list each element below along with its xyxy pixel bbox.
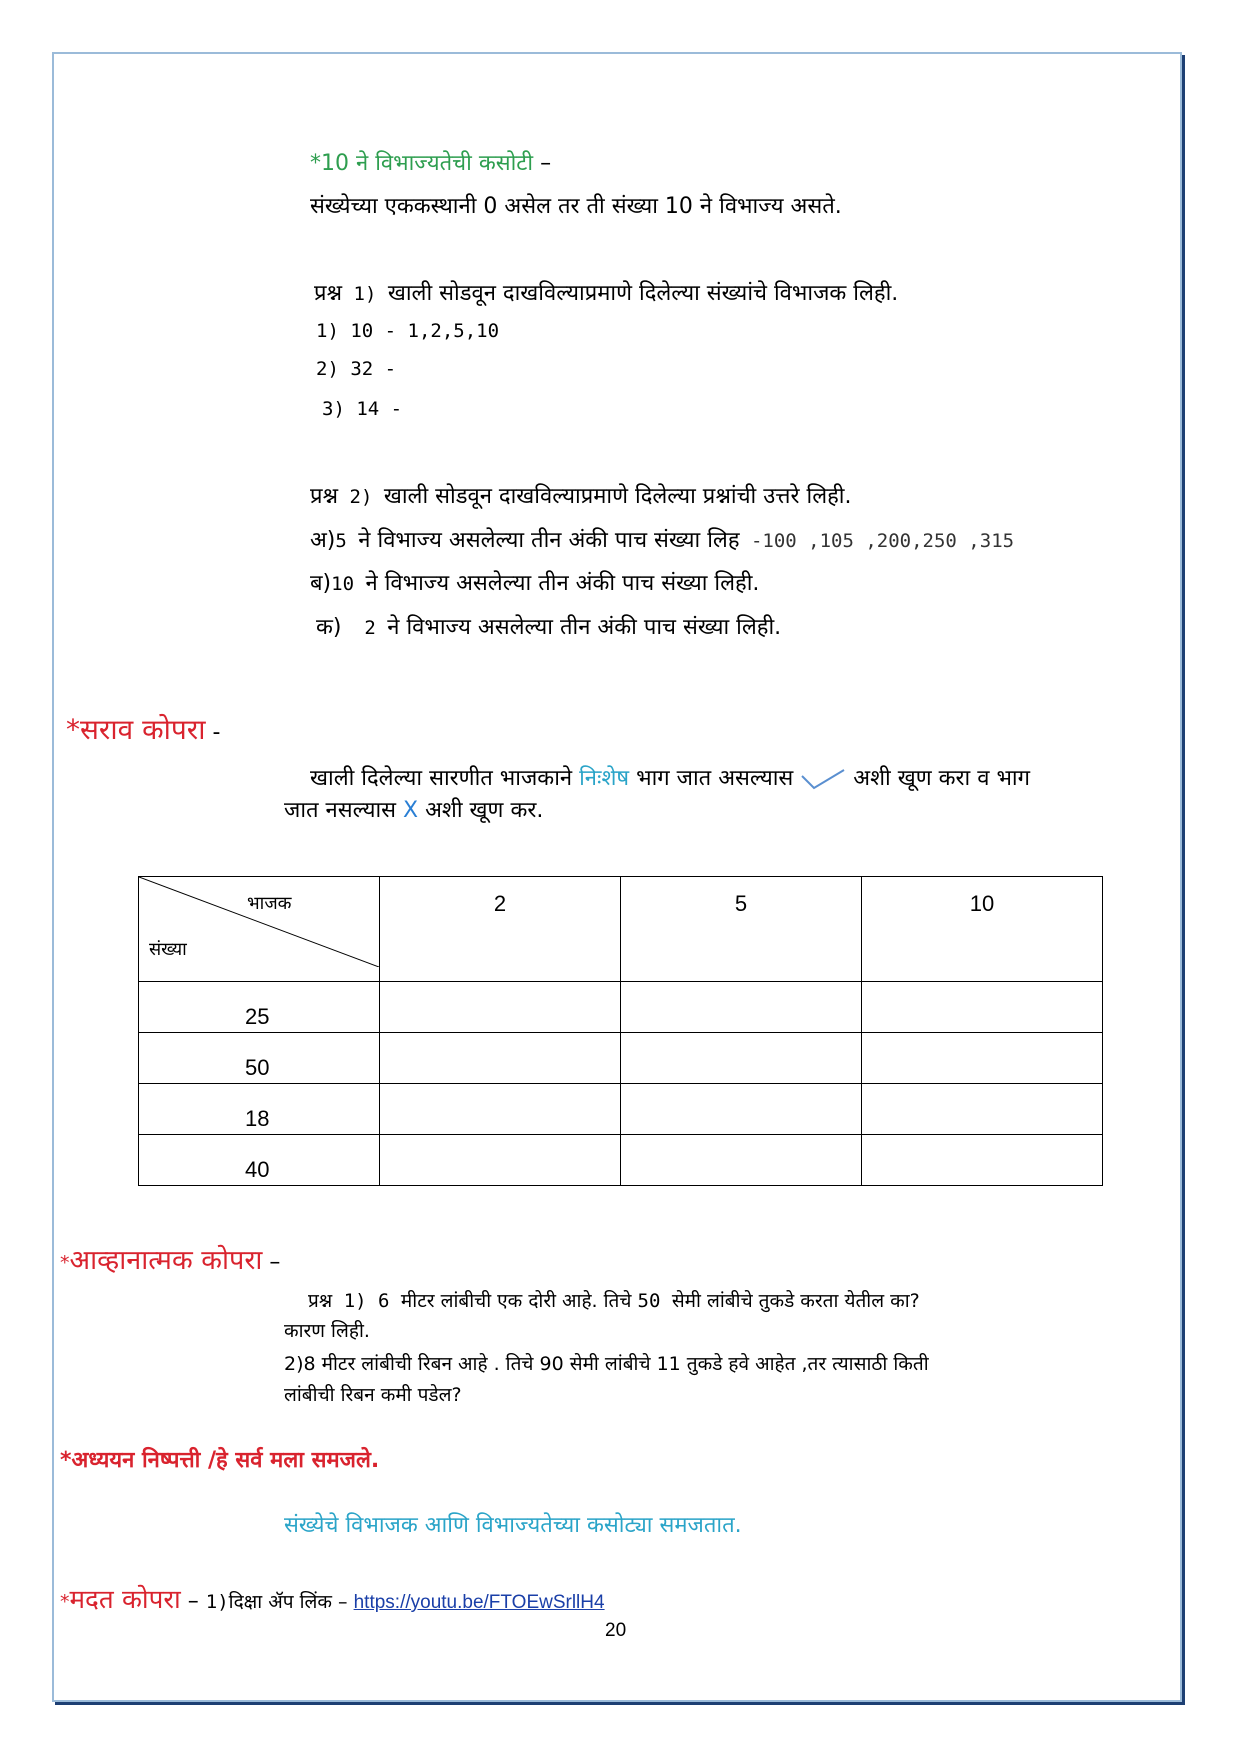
number-cell: 25 xyxy=(139,982,380,1033)
answer-cell[interactable] xyxy=(621,982,862,1033)
question-1-item: 2) 32 - xyxy=(316,358,397,380)
answer-cell[interactable] xyxy=(380,982,621,1033)
answer-cell[interactable] xyxy=(862,1135,1103,1186)
learning-outcome-text: संख्येचे विभाजक आणि विभाज्यतेच्या कसोट्या समजतात. xyxy=(284,1513,742,1538)
divisor-header: 2 xyxy=(380,877,621,982)
answer-cell[interactable] xyxy=(621,1033,862,1084)
answer-cell[interactable] xyxy=(380,1033,621,1084)
table-row xyxy=(139,1135,1103,1186)
answer-cell[interactable] xyxy=(621,1084,862,1135)
youtube-link[interactable]: https://youtu.be/FTOEwSrllH4 xyxy=(353,1592,605,1613)
answer-cell[interactable] xyxy=(862,1084,1103,1135)
practice-instruction-line2: जात नसल्यास X अशी खूण कर. xyxy=(284,798,544,823)
challenge-question-2: 2)8 मीटर लांबीची रिबन आहे . तिचे 90 सेमी लांबीचे 11 तुकडे हवे आहेत ,तर त्यासाठी किती xyxy=(284,1353,929,1375)
learning-outcome-heading: *अध्ययन निष्पत्ती /हे सर्व मला समजले. xyxy=(60,1448,380,1473)
question-1-item: 3) 14 - xyxy=(322,398,403,420)
answer-cell[interactable] xyxy=(380,1084,621,1135)
checkmark-icon xyxy=(800,768,846,790)
divisibility-10-heading: *10 ने विभाज्यतेची कसोटी – xyxy=(310,151,552,176)
answer-cell[interactable] xyxy=(862,982,1103,1033)
table-corner-cell xyxy=(139,877,380,982)
table-row xyxy=(139,1084,1103,1135)
number-cell: 40 xyxy=(139,1135,380,1186)
divisor-label: भाजक xyxy=(247,893,292,914)
number-cell: 18 xyxy=(139,1084,380,1135)
question-2-b: ब)10 ने विभाज्य असलेल्या तीन अंकी पाच संख्या लिही. xyxy=(310,571,760,596)
question-2: प्रश्न 2) खाली सोडवून दाखविल्याप्रमाणे दिलेल्या प्रश्नांची उत्तरे लिही. xyxy=(310,484,852,509)
challenge-question-1-line2: कारण लिही. xyxy=(284,1320,370,1342)
divisibility-table xyxy=(138,876,1103,1186)
practice-instruction-line1: खाली दिलेल्या सारणीत भाजकाने निःशेष भाग जात असल्यास अशी खूण करा व भाग xyxy=(310,766,1030,791)
number-label: संख्या xyxy=(149,939,187,960)
challenge-corner-heading: *आव्हानात्मक कोपरा – xyxy=(60,1245,281,1276)
practice-corner-heading: *सराव कोपरा - xyxy=(66,713,221,746)
challenge-question-2-line2: लांबीची रिबन कमी पडेल? xyxy=(284,1384,462,1406)
divisor-header: 5 xyxy=(621,877,862,982)
divisor-header: 10 xyxy=(862,877,1103,982)
question-2-c: क) 2 ने विभाज्य असलेल्या तीन अंकी पाच संख्या लिही. xyxy=(316,615,782,640)
question-2-a: अ)5 ने विभाज्य असलेल्या तीन अंकी पाच संख्या लिह -100 ,105 ,200,250 ,315 xyxy=(310,528,1015,553)
help-corner: *मदत कोपरा – 1)दिक्षा ॲप लिंक – https://youtu.be/FTOEwSrllH4 xyxy=(60,1585,605,1615)
table-header-row xyxy=(139,877,1103,982)
page-number: 20 xyxy=(605,1620,627,1641)
question-1-item: 1) 10 - 1,2,5,10 xyxy=(316,320,500,342)
answer-cell[interactable] xyxy=(380,1135,621,1186)
challenge-question-1: प्रश्न 1) 6 मीटर लांबीची एक दोरी आहे. तिचे 50 सेमी लांबीचे तुकडे करता येतील का? xyxy=(308,1290,920,1312)
answer-cell[interactable] xyxy=(621,1135,862,1186)
question-1: प्रश्न 1) खाली सोडवून दाखविल्याप्रमाणे दिलेल्या संख्यांचे विभाजक लिही. xyxy=(314,281,899,306)
number-cell: 50 xyxy=(139,1033,380,1084)
table-row xyxy=(139,982,1103,1033)
divisibility-10-rule: संख्येच्या एककस्थानी 0 असेल तर ती संख्या 10 ने विभाज्य असते. xyxy=(310,194,842,219)
table-row xyxy=(139,1033,1103,1084)
answer-cell[interactable] xyxy=(862,1033,1103,1084)
